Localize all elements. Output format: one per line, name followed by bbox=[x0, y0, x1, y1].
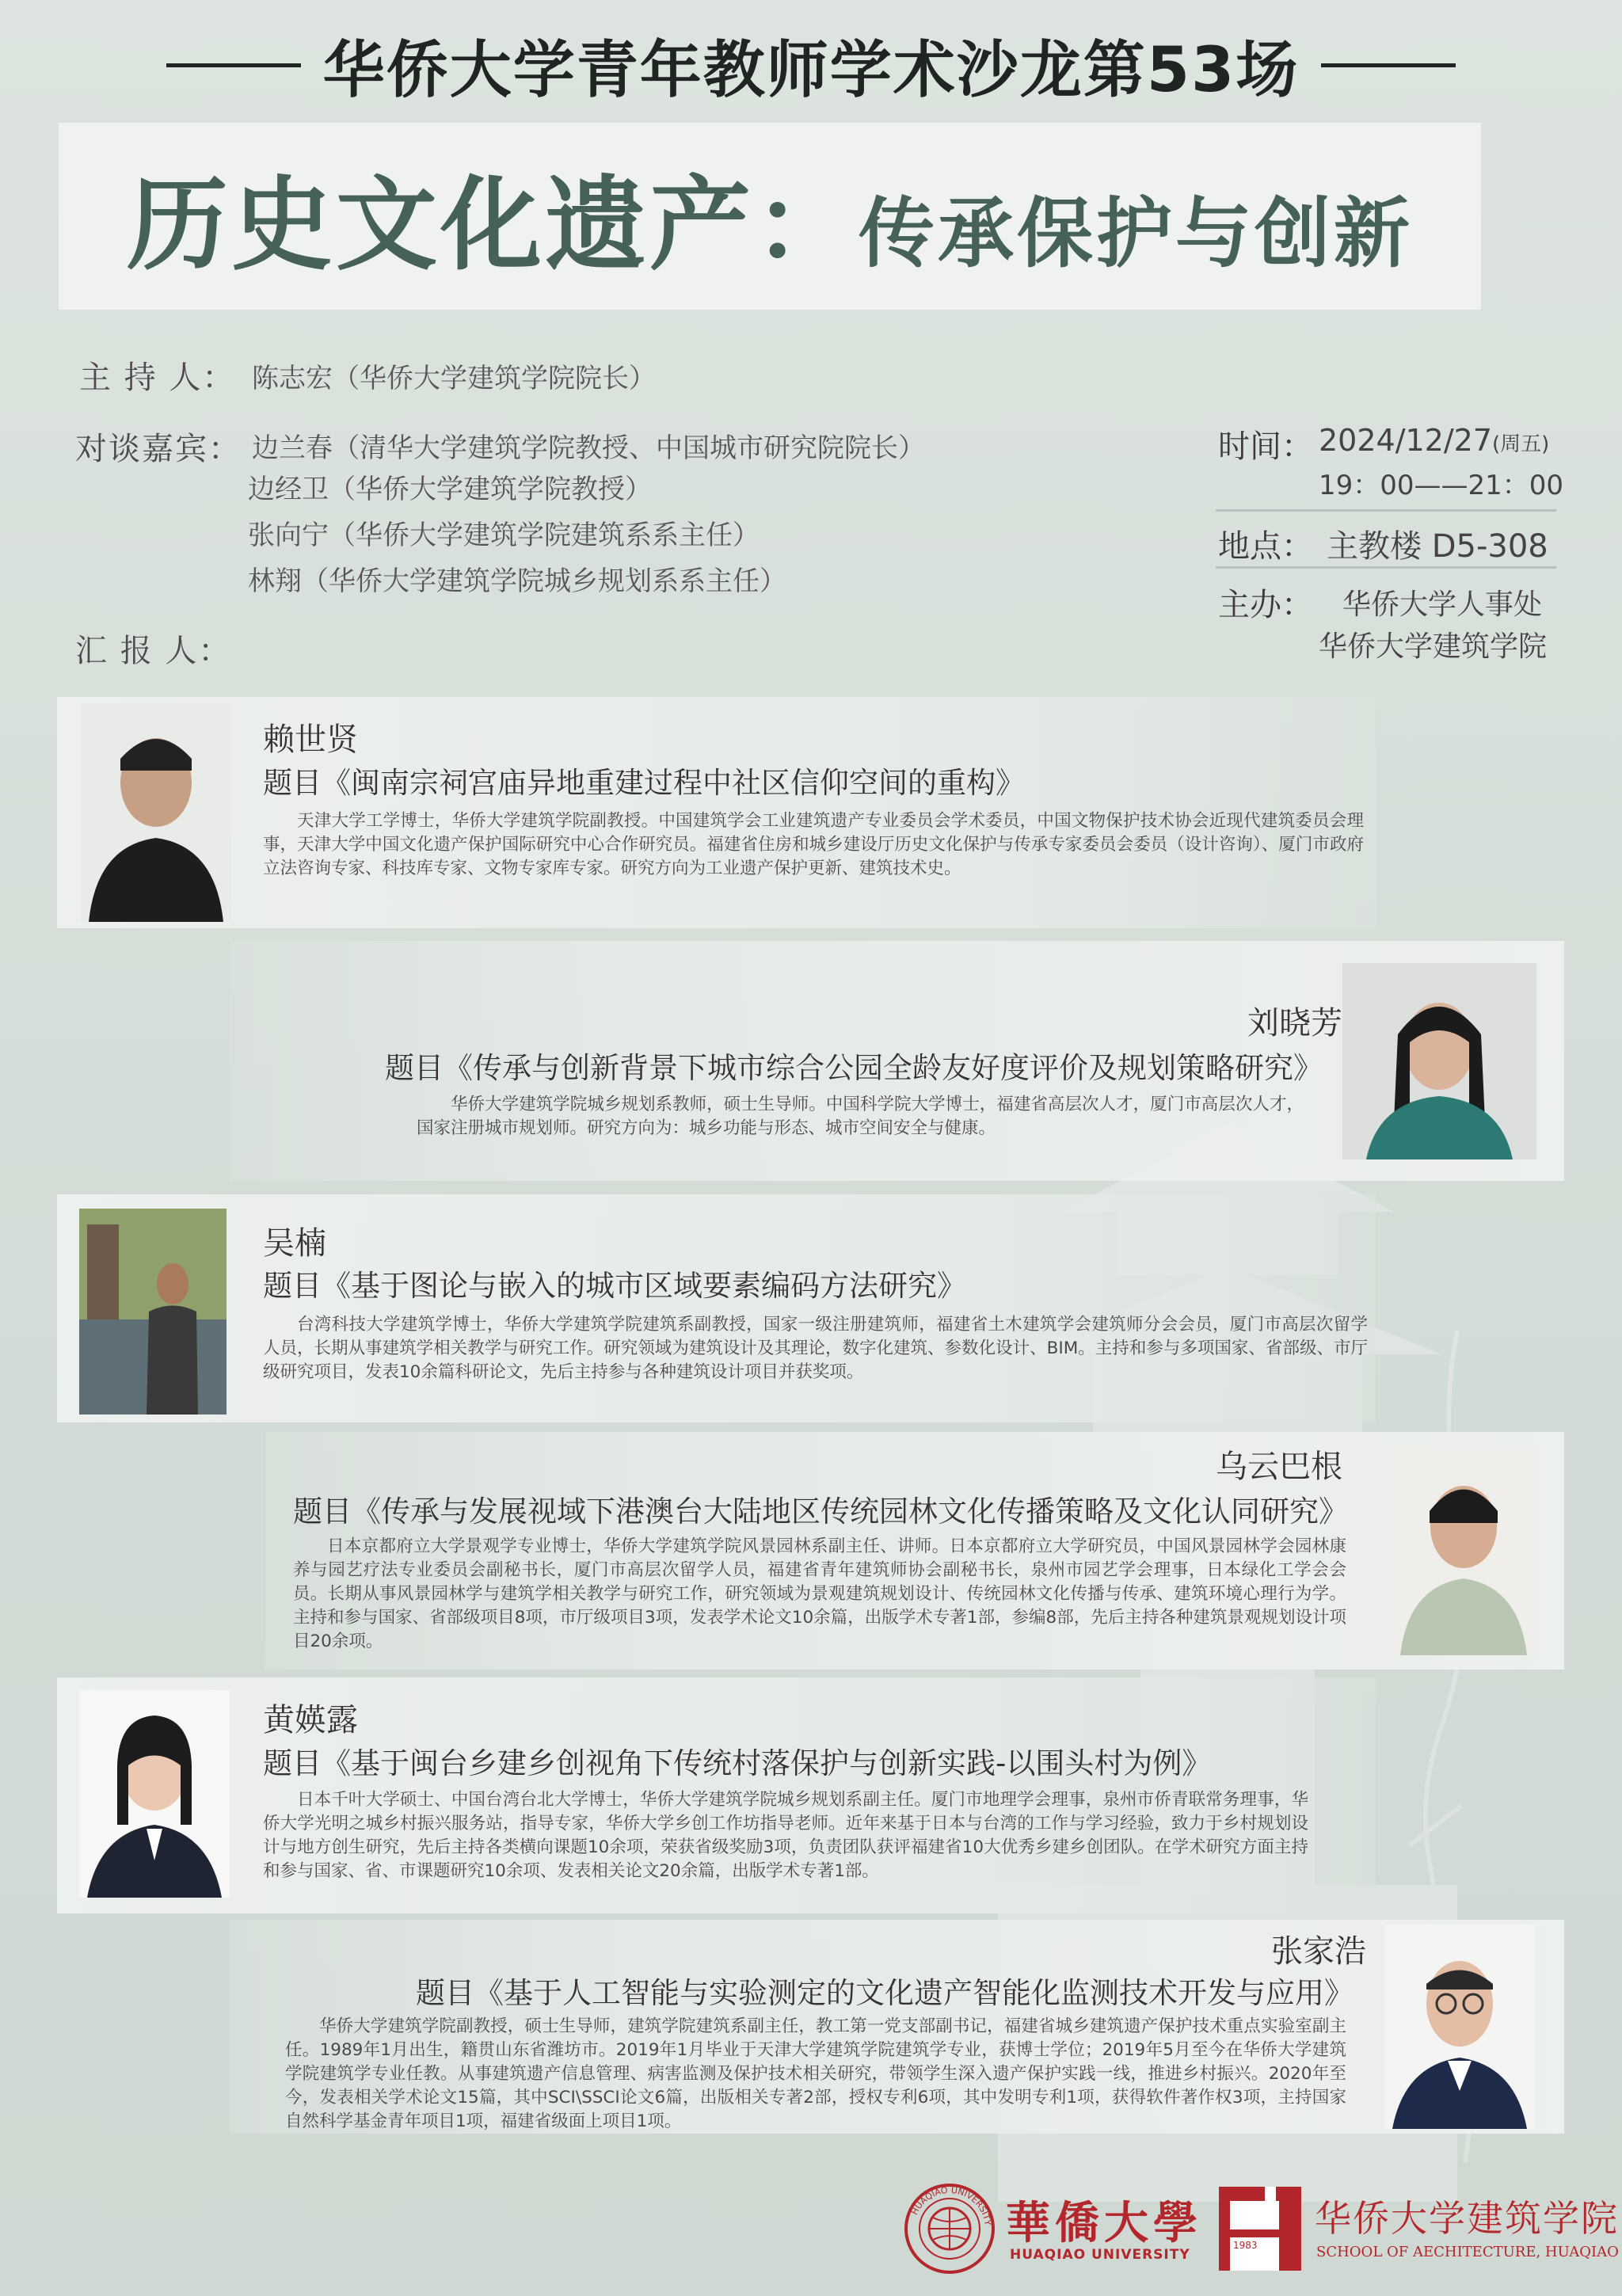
speaker-photo bbox=[1388, 1448, 1539, 1655]
title-rule-right bbox=[1321, 63, 1456, 67]
svg-text:HUAQIAO UNIVERSITY bbox=[909, 2185, 993, 2226]
person-silhouette-icon bbox=[1388, 1448, 1539, 1655]
organizer-label: 主办： bbox=[1218, 587, 1313, 623]
speaker-photo bbox=[1342, 963, 1536, 1159]
event-date-value: 2024/12/27 bbox=[1319, 423, 1493, 458]
hqu-wordmark: 華僑大學 bbox=[1006, 2197, 1202, 2249]
logo-year: 1983 bbox=[1233, 2240, 1258, 2251]
speaker-bio: 华侨大学建筑学院城乡规划系教师，硕士生导师。中国科学院大学博士，福建省高层次人才，厦门市高层次人才，国家注册城市规划师。研究方向为：城乡功能与形态、城市空间安全与健康。 bbox=[417, 1095, 1304, 1138]
series-title-text: 华侨大学青年教师学术沙龙第53场 bbox=[322, 35, 1300, 106]
main-title-box bbox=[59, 123, 1481, 310]
series-title bbox=[0, 17, 1622, 112]
time-label: 时间： bbox=[1218, 428, 1313, 465]
hqu-english-name: HUAQIAO UNIVERSITY bbox=[1010, 2247, 1190, 2263]
speaker-topic: 题目《基于人工智能与实验测定的文化遗产智能化监测技术开发与应用》 bbox=[416, 1976, 1354, 2010]
title-rule-left bbox=[166, 63, 301, 67]
speaker-bio: 日本千叶大学硕士、中国台湾台北大学博士，华侨大学建筑学院城乡规划系副主任。厦门市地理学会理事，泉州市侨青联常务理事，华侨大学光明之城乡村振兴服务站，指导专家，华侨大学乡创工作坊指导老师。近年来基于日本与台湾的工作与学习经验，致力于乡村规划设计与地方创生研究，先后主持各类横向课题10余项，荣获省级奖励3项，负责团队获评福建省10大优秀乡建乡创团队。在学术研究方面主持和参与国家、省、市课题研究10余项、发表相关论文20余篇，出版学术专著1部。 bbox=[263, 1790, 1308, 1881]
speaker-topic: 题目《基于图论与嵌入的城市区域要素编码方法研究》 bbox=[263, 1269, 966, 1303]
guests-label: 对谈嘉宾： bbox=[75, 431, 242, 467]
speaker-photo bbox=[79, 1209, 227, 1415]
person-silhouette-icon bbox=[79, 1690, 230, 1898]
speaker-name: 张家浩 bbox=[1271, 1933, 1366, 1970]
speaker-bio: 台湾科技大学建筑学博士，华侨大学建筑学院建筑系副教授，国家一级注册建筑师，福建省土木建筑学会建筑师分会会员，厦门市高层次留学人员，长期从事建筑学相关教学与研究工作。研究领域为建筑设计及其理论，数字化建筑、参数化设计、BIM。主持和参与多项国家、省部级、市厅级研究项目，发表10余篇科研论文，先后主持参与各种建筑设计项目并获奖项。 bbox=[263, 1315, 1368, 1382]
organizer-item: 华侨大学人事处 bbox=[1342, 588, 1543, 621]
speaker-name: 刘晓芳 bbox=[1247, 1005, 1342, 1041]
event-date bbox=[1319, 423, 1549, 458]
school-name-en: SCHOOL OF AECHITECTURE, HUAQIAO bbox=[1316, 2244, 1619, 2260]
footer-logos bbox=[903, 2182, 1619, 2277]
event-weekday: (周五) bbox=[1492, 432, 1550, 456]
host-name: 陈志宏（华侨大学建筑学院院长） bbox=[252, 363, 656, 394]
school-of-architecture-logo-icon bbox=[1216, 2184, 1304, 2274]
speaker-topic: 题目《闽南宗祠宫庙异地重建过程中社区信仰空间的重构》 bbox=[263, 766, 1025, 800]
school-name-cn: 华侨大学建筑学院 bbox=[1315, 2197, 1619, 2240]
speaker-card bbox=[57, 1677, 1376, 1913]
speaker-card bbox=[230, 1920, 1564, 2134]
speaker-bio: 天津大学工学博士，华侨大学建筑学院副教授。中国建筑学会工业建筑遗产专业委员会学术委员，中国文物保护技术协会近现代建筑委员会理事，天津大学中国文化遗产保护国际研究中心合作研究员。福建省住房和城乡建设厅历史文化保护与传承专家委员会委员（设计咨询）、厦门市政府立法咨询专家、科技库专家、文物专家库专家。研究方向为工业遗产保护更新、建筑技术史。 bbox=[263, 811, 1364, 878]
speaker-topic: 题目《基于闽台乡建乡创视角下传统村落保护与创新实践-以围头村为例》 bbox=[263, 1746, 1212, 1780]
speaker-photo bbox=[1384, 1925, 1535, 2129]
person-silhouette-icon bbox=[79, 1209, 227, 1415]
speaker-topic: 题目《传承与发展视域下港澳台大陆地区传统园林文化传播策略及文化认同研究》 bbox=[293, 1494, 1348, 1529]
speaker-card bbox=[57, 1194, 1376, 1422]
person-silhouette-icon bbox=[1384, 1925, 1535, 2129]
guest-item: 边兰春（清华大学建筑学院教授、中国城市研究院院长） bbox=[252, 432, 925, 464]
guest-item: 林翔（华侨大学建筑学院城乡规划系系主任） bbox=[248, 565, 786, 597]
main-title-primary: 历史文化遗产： bbox=[126, 166, 859, 284]
speaker-name: 吴楠 bbox=[263, 1225, 326, 1262]
speaker-photo bbox=[81, 703, 231, 922]
guest-item: 张向宁（华侨大学建筑学院建筑系系主任） bbox=[248, 520, 760, 551]
speaker-name: 黄媖露 bbox=[263, 1702, 358, 1738]
host-label: 主 持 人： bbox=[79, 360, 236, 396]
reporters-label: 汇 报 人： bbox=[75, 633, 232, 669]
person-silhouette-icon bbox=[81, 703, 231, 922]
speaker-card bbox=[265, 1432, 1564, 1670]
person-silhouette-icon bbox=[1342, 963, 1536, 1159]
speaker-bio: 日本京都府立大学景观学专业博士，华侨大学建筑学院风景园林系副主任、讲师。日本京都府立大学研究员，中国风景园林学会园林康养与园艺疗法专业委员会副秘书长，厦门市高层次留学人员，福建省青年建筑师协会副秘书长，泉州市园艺学会理事，日本绿化工学会会员。长期从事风景园林学与建筑学相关教学与研究工作，研究领域为景观建筑规划设计、传统园林文化传播与传承、建筑环境心理行为学。主持和参与国家、省部级项目8项，市厅级项目3项，发表学术论文10余篇，出版学术专著1部，参编8部，先后主持各种建筑景观规划设计项目20余项。 bbox=[293, 1536, 1346, 1651]
info-divider bbox=[1216, 509, 1556, 512]
speaker-name: 乌云巴根 bbox=[1216, 1449, 1342, 1485]
main-title bbox=[127, 143, 1413, 289]
speaker-card bbox=[57, 697, 1376, 928]
guest-item: 边经卫（华侨大学建筑学院教授） bbox=[248, 474, 652, 505]
speaker-name: 赖世贤 bbox=[263, 722, 358, 758]
speaker-photo bbox=[79, 1690, 230, 1898]
info-divider bbox=[1216, 566, 1556, 569]
speaker-bio: 华侨大学建筑学院副教授，硕士生导师，建筑学院建筑系副主任，教工第一党支部副书记，福建省城乡建筑遗产保护技术重点实验室副主任。1989年1月出生，籍贯山东省潍坊市。2019年1月毕业于天津大学建筑学院建筑学专业，获博士学位；2019年5月至今在华侨大学建筑学院建筑学专业任教。从事建筑遗产信息管理、病害监测及保护技术相关研究，带领学生深入遗产保护实践一线，推进乡村振兴。2020年至今，发表相关学术论文15篇，其中SCI\SSCI论文6篇，出版相关专著2部，授权专利6项，其中发明专利1项，获得软件著作权3项，主持国家自然科学基金青年项目1项，福建省级面上项目1项。 bbox=[285, 2016, 1346, 2131]
place-label: 地点： bbox=[1218, 528, 1313, 565]
speaker-card bbox=[230, 941, 1564, 1181]
speaker-topic: 题目《传承与创新背景下城市综合公园全龄友好度评价及规划策略研究》 bbox=[385, 1051, 1323, 1085]
huaqiao-university-seal-icon bbox=[903, 2182, 996, 2275]
main-title-secondary: 传承保护与创新 bbox=[859, 188, 1413, 278]
event-place: 主教楼 D5-308 bbox=[1327, 528, 1548, 565]
seal-text: HUAQIAO UNIVERSITY bbox=[909, 2184, 993, 2226]
organizer-item: 华侨大学建筑学院 bbox=[1319, 630, 1548, 663]
event-time-range: 19：00——21：00 bbox=[1319, 470, 1564, 501]
